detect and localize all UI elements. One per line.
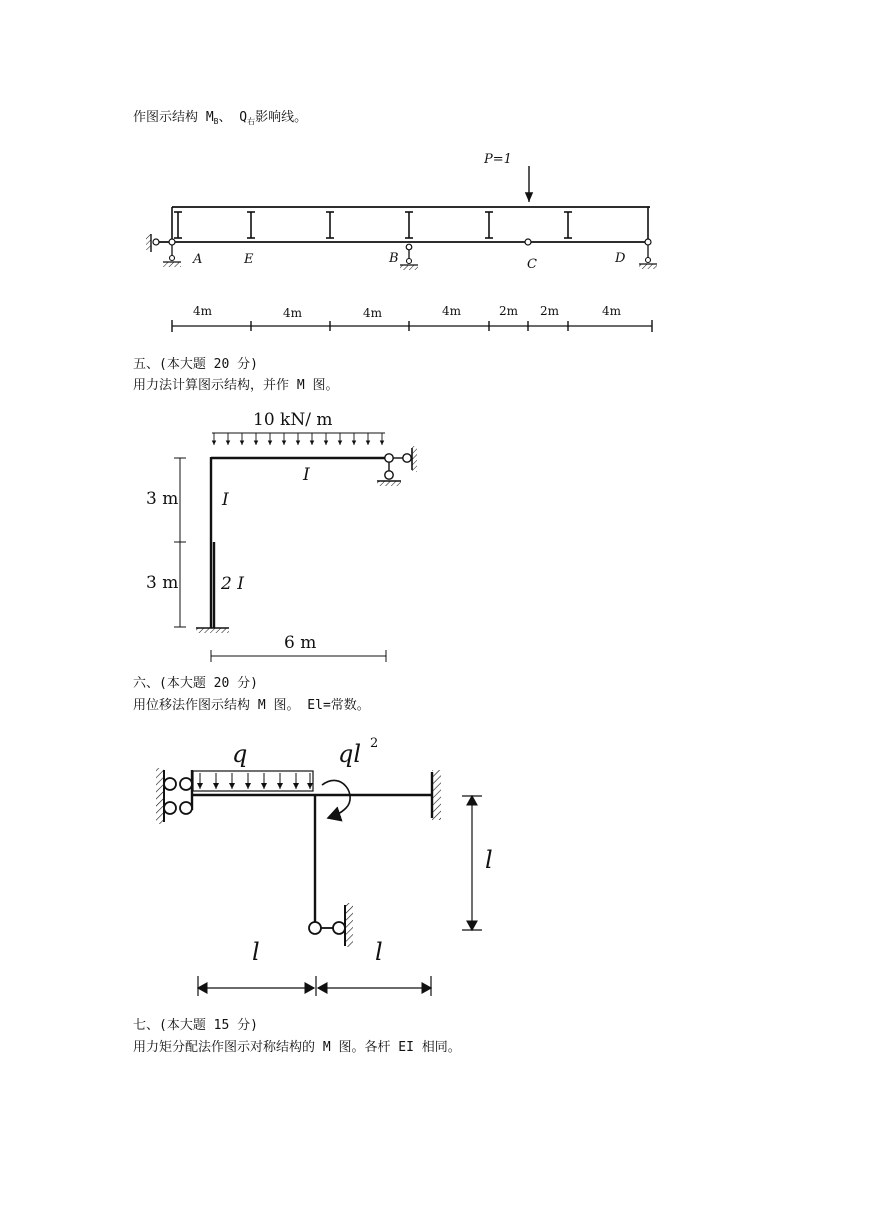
q6-l-left: l <box>252 938 260 966</box>
q5-fixed-base <box>196 628 229 633</box>
q6-load-arrows <box>200 773 310 789</box>
wall-a <box>146 234 151 250</box>
q4-task: 作图示结构 $M_B$、 $Q_右$影响线。 <box>133 110 308 126</box>
q5-col-lower-I: 2 I <box>221 574 244 594</box>
load-label: P=1 <box>484 152 512 167</box>
q6-l-right: l <box>375 938 383 966</box>
q5-heading: 五、(本大题 20 分) <box>133 357 258 372</box>
q6-q-label: q <box>232 740 248 768</box>
label-c: C <box>527 257 537 272</box>
label-e: E <box>244 252 254 267</box>
span-1: 4m <box>193 304 213 318</box>
q5-h-upper: 3 m <box>146 489 179 509</box>
q6-moment-arrow <box>322 780 350 818</box>
q6-load-box <box>193 771 313 791</box>
span-4: 4m <box>442 304 462 318</box>
q5-load-arrows <box>214 433 382 445</box>
q6-left-wall <box>156 768 164 824</box>
q5-load-label: 10 kN/ m <box>253 410 333 430</box>
q6-heading: 六、(本大题 20 分) <box>133 676 258 691</box>
q4-figure <box>0 0 869 340</box>
q5-task: 用力法计算图示结构，并作 M 图。 <box>133 378 339 393</box>
label-b: B <box>389 251 399 266</box>
span-7: 4m <box>602 304 622 318</box>
q5-col-upper-I: I <box>222 490 229 510</box>
q6-l-vertical: l <box>485 846 493 874</box>
q6-moment-exp: 2 <box>370 736 379 751</box>
posts <box>172 207 648 242</box>
q7-task: 用力矩分配法作图示对称结构的 M 图。各杆 EI 相同。 <box>133 1040 461 1055</box>
hinge-c <box>525 239 531 245</box>
q6-task: 用位移法作图示结构 M 图。 El=常数。 <box>133 698 370 713</box>
q6-moment-label: ql <box>338 740 362 768</box>
span-5: 2m <box>499 304 519 318</box>
span-3: 4m <box>363 306 383 320</box>
label-a: A <box>193 252 203 267</box>
q5-width: 6 m <box>284 633 317 653</box>
q7-heading: 七、(本大题 15 分) <box>133 1018 258 1033</box>
q5-beam-I: I <box>303 465 310 485</box>
q5-h-lower: 3 m <box>146 573 179 593</box>
q6-right-wall <box>432 770 441 820</box>
span-6: 2m <box>540 304 560 318</box>
span-2: 4m <box>283 306 303 320</box>
q6-bottom-wall <box>345 903 353 947</box>
label-d: D <box>615 251 626 266</box>
